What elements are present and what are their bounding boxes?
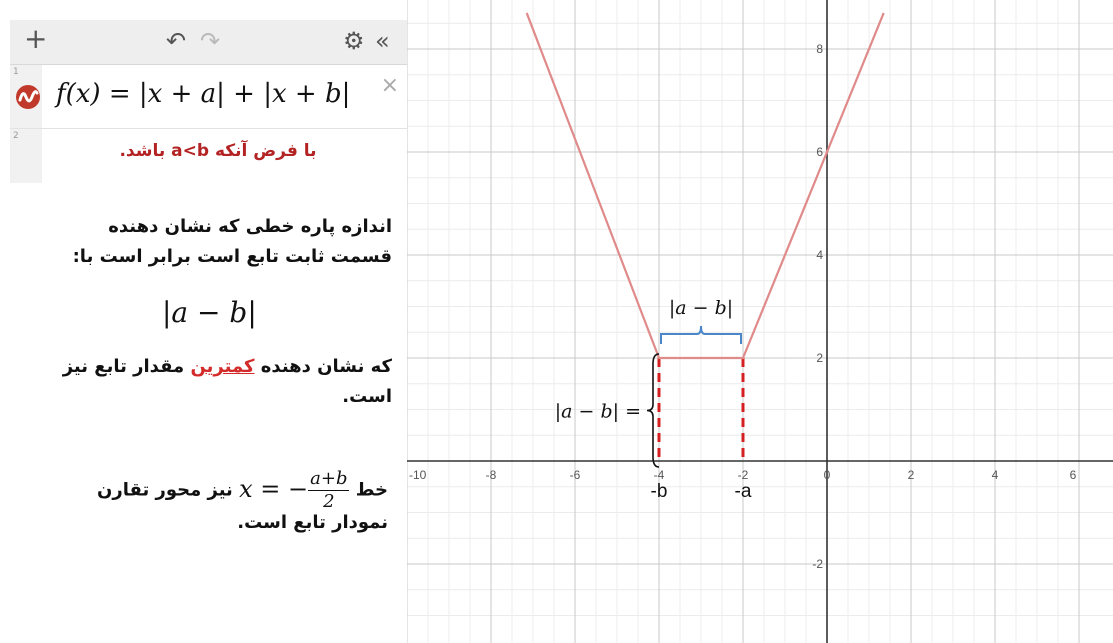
desmos-logo-icon (16, 85, 40, 109)
b-point-label: -b (650, 481, 668, 502)
expression-row[interactable] (10, 65, 407, 129)
minor-grid (407, 0, 1113, 643)
x-tick-label: -8 (485, 468, 497, 482)
double-chevron-left-icon[interactable]: « (375, 27, 390, 55)
plus-icon[interactable]: + (24, 22, 48, 55)
text-span: نیز محور تقارن (97, 479, 233, 501)
graph-canvas[interactable] (407, 0, 1113, 643)
top-bracket-label: |a − b| (668, 297, 734, 319)
row-gutter (10, 129, 42, 183)
explanation-line: نمودار تابع است. (237, 512, 388, 533)
explanation-line (30, 468, 388, 513)
row-gutter (10, 65, 42, 128)
left-curly-bracket (647, 354, 659, 467)
row-number: 1 (13, 67, 19, 77)
text-span: که نشان دهنده (260, 356, 392, 377)
x-tick-label: -10 (409, 468, 427, 482)
brackets (647, 326, 741, 467)
close-icon[interactable]: × (380, 73, 399, 98)
x-tick-label: 0 (823, 468, 831, 482)
function-formula[interactable]: f(x) = |x + a| + |x + b| (56, 79, 351, 109)
symmetry-formula (239, 468, 349, 513)
x-tick-label: -4 (653, 468, 665, 482)
axes (407, 0, 1113, 643)
left-bracket-label: |a − b| = (554, 400, 641, 423)
x-tick-label: -6 (569, 468, 581, 482)
assumption-note: با فرض آنکه a<b باشد. (119, 141, 317, 161)
redo-icon[interactable]: ↷ (200, 27, 221, 55)
explanation-line: است. (342, 386, 392, 407)
y-tick-label: -2 (812, 557, 823, 571)
undo-icon[interactable]: ↶ (166, 27, 187, 55)
fraction-numerator: a+b (310, 468, 348, 489)
text-span: x = − (239, 475, 309, 503)
a-point-label: -a (734, 481, 752, 502)
x-tick-label: 2 (907, 468, 915, 482)
x-tick-label: 6 (1069, 468, 1077, 482)
fraction-denominator: 2 (323, 491, 335, 512)
major-grid (407, 0, 1113, 643)
text-span: مقدار تابع نیز (62, 356, 185, 377)
fraction (308, 468, 349, 513)
expression-toolbar (10, 20, 407, 65)
row-number: 2 (13, 131, 19, 141)
explanation-line (30, 352, 392, 382)
x-tick-label: -2 (737, 468, 749, 482)
segment-length-formula: |a − b| (162, 296, 257, 329)
y-tick-label: 4 (816, 248, 823, 262)
highlight-word: کمترین (190, 356, 255, 377)
explanation-line: قسمت ثابت تابع است برابر است با: (72, 246, 392, 267)
y-tick-label: 8 (816, 42, 823, 56)
y-tick-label: 2 (816, 351, 823, 365)
x-tick-label: 4 (991, 468, 999, 482)
explanation-line: اندازه پاره خطی که نشان دهنده (108, 216, 392, 237)
expression-panel (0, 0, 407, 643)
text-span: خط (355, 479, 388, 501)
note-row[interactable] (10, 129, 407, 183)
gear-icon[interactable]: ⚙ (343, 27, 365, 55)
y-tick-label: 6 (816, 145, 823, 159)
